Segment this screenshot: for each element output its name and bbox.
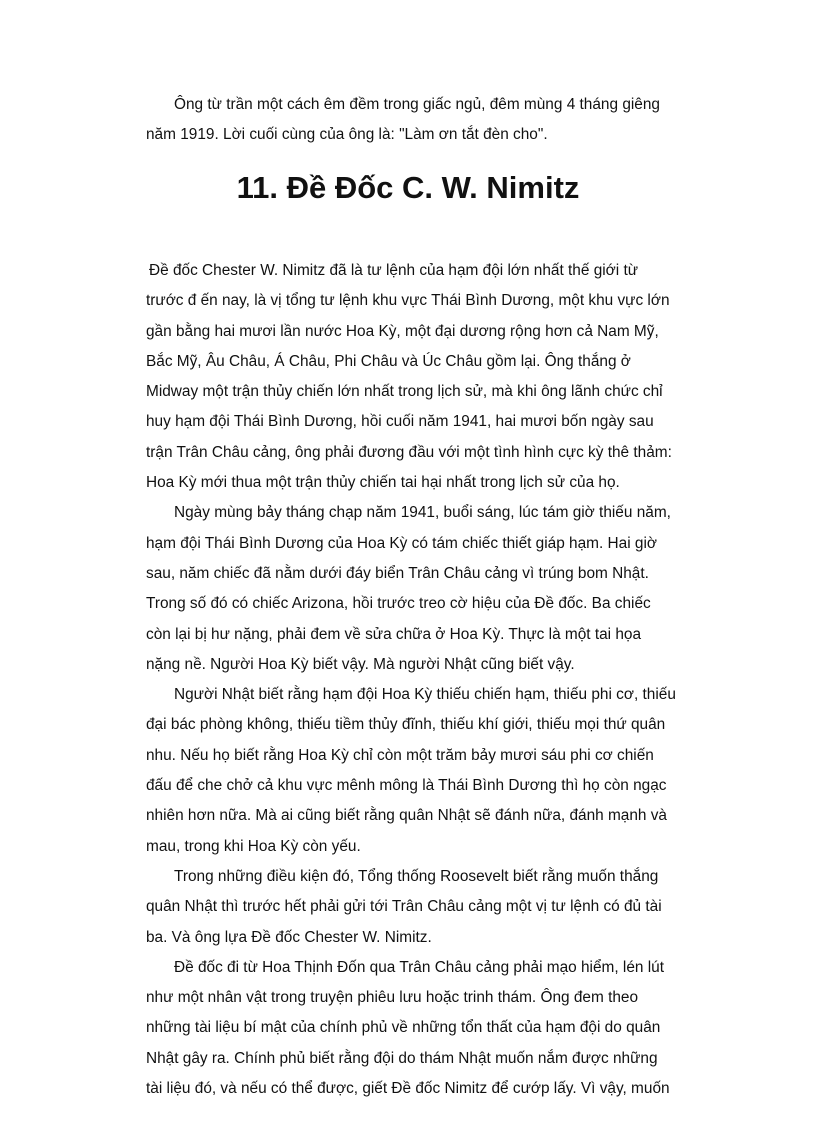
intro-text: [146, 90, 676, 151]
chapter-title: 11. Đề Đốc C. W. Nimitz: [236, 170, 580, 205]
body-paragraph-2: Ngày mùng bảy tháng chạp năm 1941, buổi sáng, lúc tám giờ thiếu năm, hạm đội Thái Bình Dương của Hoa Kỳ có tám chiếc thiết giáp hạm. Hai giờ sau, năm chiếc đã nằm dưới đáy biển Trân Châu cảng vì trúng bom Nhật. Trong số đó có chiếc Arizona, hồi trước treo cờ hiệu của Đề đốc. Ba chiếc còn lại bị hư nặng, phải đem về sửa chữa ở Hoa Kỳ. Thực là một tai họa nặng nề. Người Hoa Kỳ biết vậy. Mà người Nhật cũng biết vậy.: [146, 504, 671, 673]
body-paragraph-1: Đề đốc Chester W. Nimitz đã là tư lệnh của hạm đội lớn nhất thế giới từ trước đ ến nay, là vị tổng tư lệnh khu vực Thái Bình Dương, một khu vực lớn gần bằng hai mươi lần nước Hoa Kỳ, một đại dương rộng hơn cả Nam Mỹ, Bắc Mỹ, Âu Châu, Á Châu, Phi Châu và Úc Châu gồm lại. Ông thắng ở Midway một trận thủy chiến lớn nhất trong lịch sử, mà khi ông lãnh chức chỉ huy hạm đội Thái Bình Dương, hồi cuối năm 1941, hai mươi bốn ngày sau trận Trân Châu cảng, ông phải đương đầu với một tình hình cực kỳ thê thảm: Hoa Kỳ mới thua một trận thủy chiến tai hại nhất trong lịch sử của họ.: [146, 262, 672, 492]
body-paragraph-5: Đề đốc đi từ Hoa Thịnh Đốn qua Trân Châu cảng phải mạo hiểm, lén lút như một nhân vật trong truyện phiêu lưu hoặc trinh thám. Ông đem theo những tài liệu bí mật của chính phủ về những tổn thất của hạm đội do quân Nhật gây ra. Chính phủ biết rằng đội do thám Nhật muốn nắm được những tài liệu đó, và nếu có thể được, giết Đề đốc Nimitz để cướp lấy. Vì vậy, muốn: [146, 958, 670, 1098]
body-paragraph-4: Trong những điều kiện đó, Tổng thống Roosevelt biết rằng muốn thắng quân Nhật thì trước hết phải gửi tới Trân Châu cảng một vị tư lệnh có đủ tài ba. Và ông lựa Đề đốc Chester W. Nimitz.: [146, 867, 662, 946]
intro-paragraph: Ông từ trần một cách êm đềm trong giấc ngủ, đêm mùng 4 tháng giêng năm 1919. Lời cuối cùng của ông là: "Làm ơn tắt đèn cho".: [146, 96, 660, 144]
chapter-body: [146, 256, 676, 1104]
body-paragraph-3: Người Nhật biết rằng hạm đội Hoa Kỳ thiếu chiến hạm, thiếu phi cơ, thiếu đại bác phòng không, thiếu tiềm thủy đĩnh, thiếu khí giới, thiếu mọi thứ quân nhu. Nếu họ biết rằng Hoa Kỳ chỉ còn một trăm bảy mươi sáu phi cơ chiến đấu để che chở cả khu vực mênh mông là Thái Bình Dương thì họ còn ngạc nhiên hơn nữa. Mà ai cũng biết rằng quân Nhật sẽ đánh nữa, đánh mạnh và mau, trong khi Hoa Kỳ còn yếu.: [146, 686, 676, 855]
